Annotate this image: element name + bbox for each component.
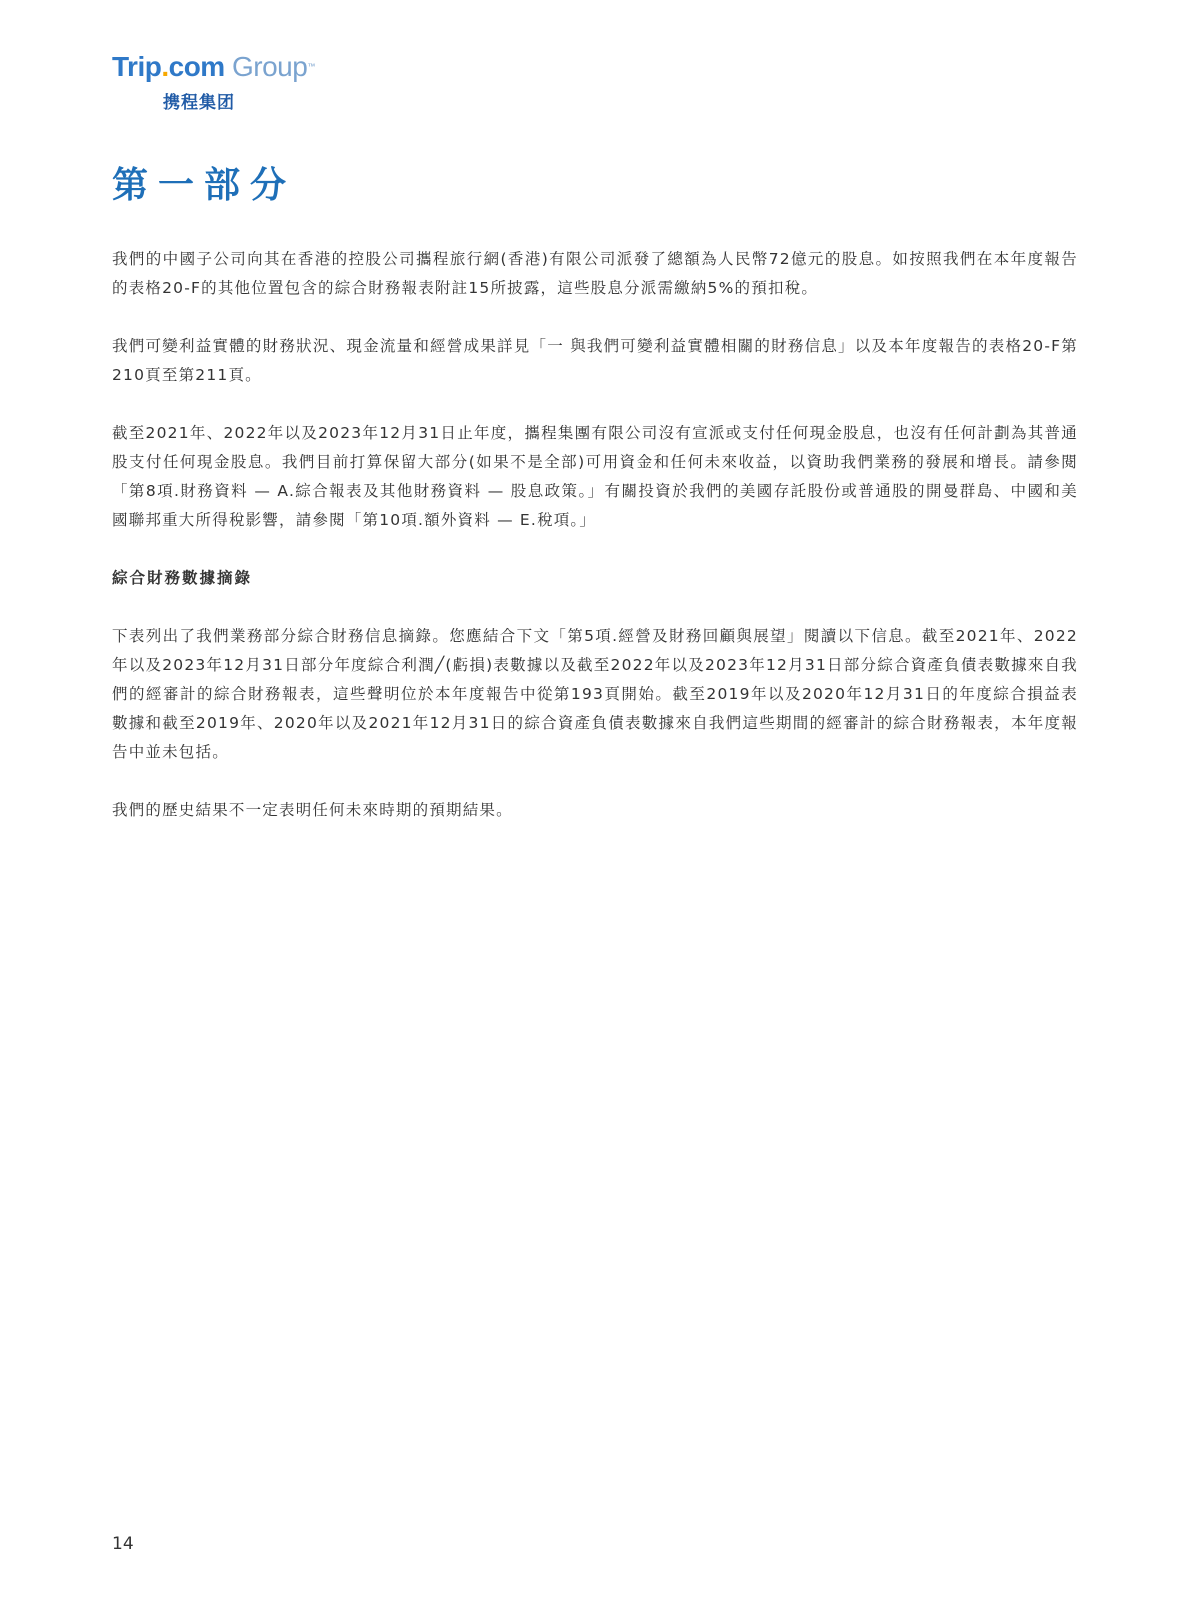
paragraph-dividend-policy: 截至2021年、2022年以及2023年12月31日止年度，攜程集團有限公司沒有宣派或支付任何現金股息，也沒有任何計劃為其普通股支付任何現金股息。我們目前打算保留大部分(如果不是全部)可用資金和任何未來收益，以資助我們業務的發展和增長。請參閱「第8項.財務資料 — A.綜合報表及其他財務資料 — 股息政策。」有關投資於我們的美國存託股份或普通股的開曼群島、中國和美國聯邦重大所得稅影響，請參閱「第10項.額外資料 — E.稅項。」 [112,424,1078,529]
body-content [112,245,1078,854]
logo-english-wordmark [112,50,372,84]
logo-group-text: Group [224,51,308,82]
section-title: 第一部分 [112,165,297,206]
paragraph-dividend: 我們的中國子公司向其在香港的控股公司攜程旅行網(香港)有限公司派發了總額為人民幣72億元的股息。如按照我們在本年度報告的表格20-F的其他位置包含的綜合財務報表附註15所披露，這些股息分派需繳納5%的預扣稅。 [112,250,1078,297]
subheading-financial-data: 綜合財務數據摘錄 [112,569,253,587]
logo-chinese-wordmark: 携程集团 [163,93,235,113]
logo-com-text: com [168,51,225,82]
trip-com-group-logo [112,50,372,120]
paragraph-financial-data-intro: 下表列出了我們業務部分綜合財務信息摘錄。您應結合下文「第5項.經營及財務回顧與展望」閱讀以下信息。截至2021年、2022年以及2023年12月31日部分年度綜合利潤╱(虧損)表數據以及截至2022年以及2023年12月31日部分綜合資產負債表數據來自我們的經審計的綜合財務報表，這些聲明位於本年度報告中從第193頁開始。截至2019年以及2020年12月31日的年度綜合損益表數據和截至2019年、2020年以及2021年12月31日的綜合資產負債表數據來自我們這些期間的經審計的綜合財務報表，本年度報告中並未包括。 [112,627,1078,761]
logo-trademark: ™ [307,62,315,71]
page-number: 14 [112,1534,134,1554]
logo-trip-text: Trip [112,51,162,82]
paragraph-historical-results: 我們的歷史結果不一定表明任何未來時期的預期結果。 [112,801,513,819]
paragraph-vie-financials: 我們可變利益實體的財務狀況、現金流量和經營成果詳見「一 與我們可變利益實體相關的財務信息」以及本年度報告的表格20-F第210頁至第211頁。 [112,337,1078,384]
logo-dot: . [161,51,169,82]
